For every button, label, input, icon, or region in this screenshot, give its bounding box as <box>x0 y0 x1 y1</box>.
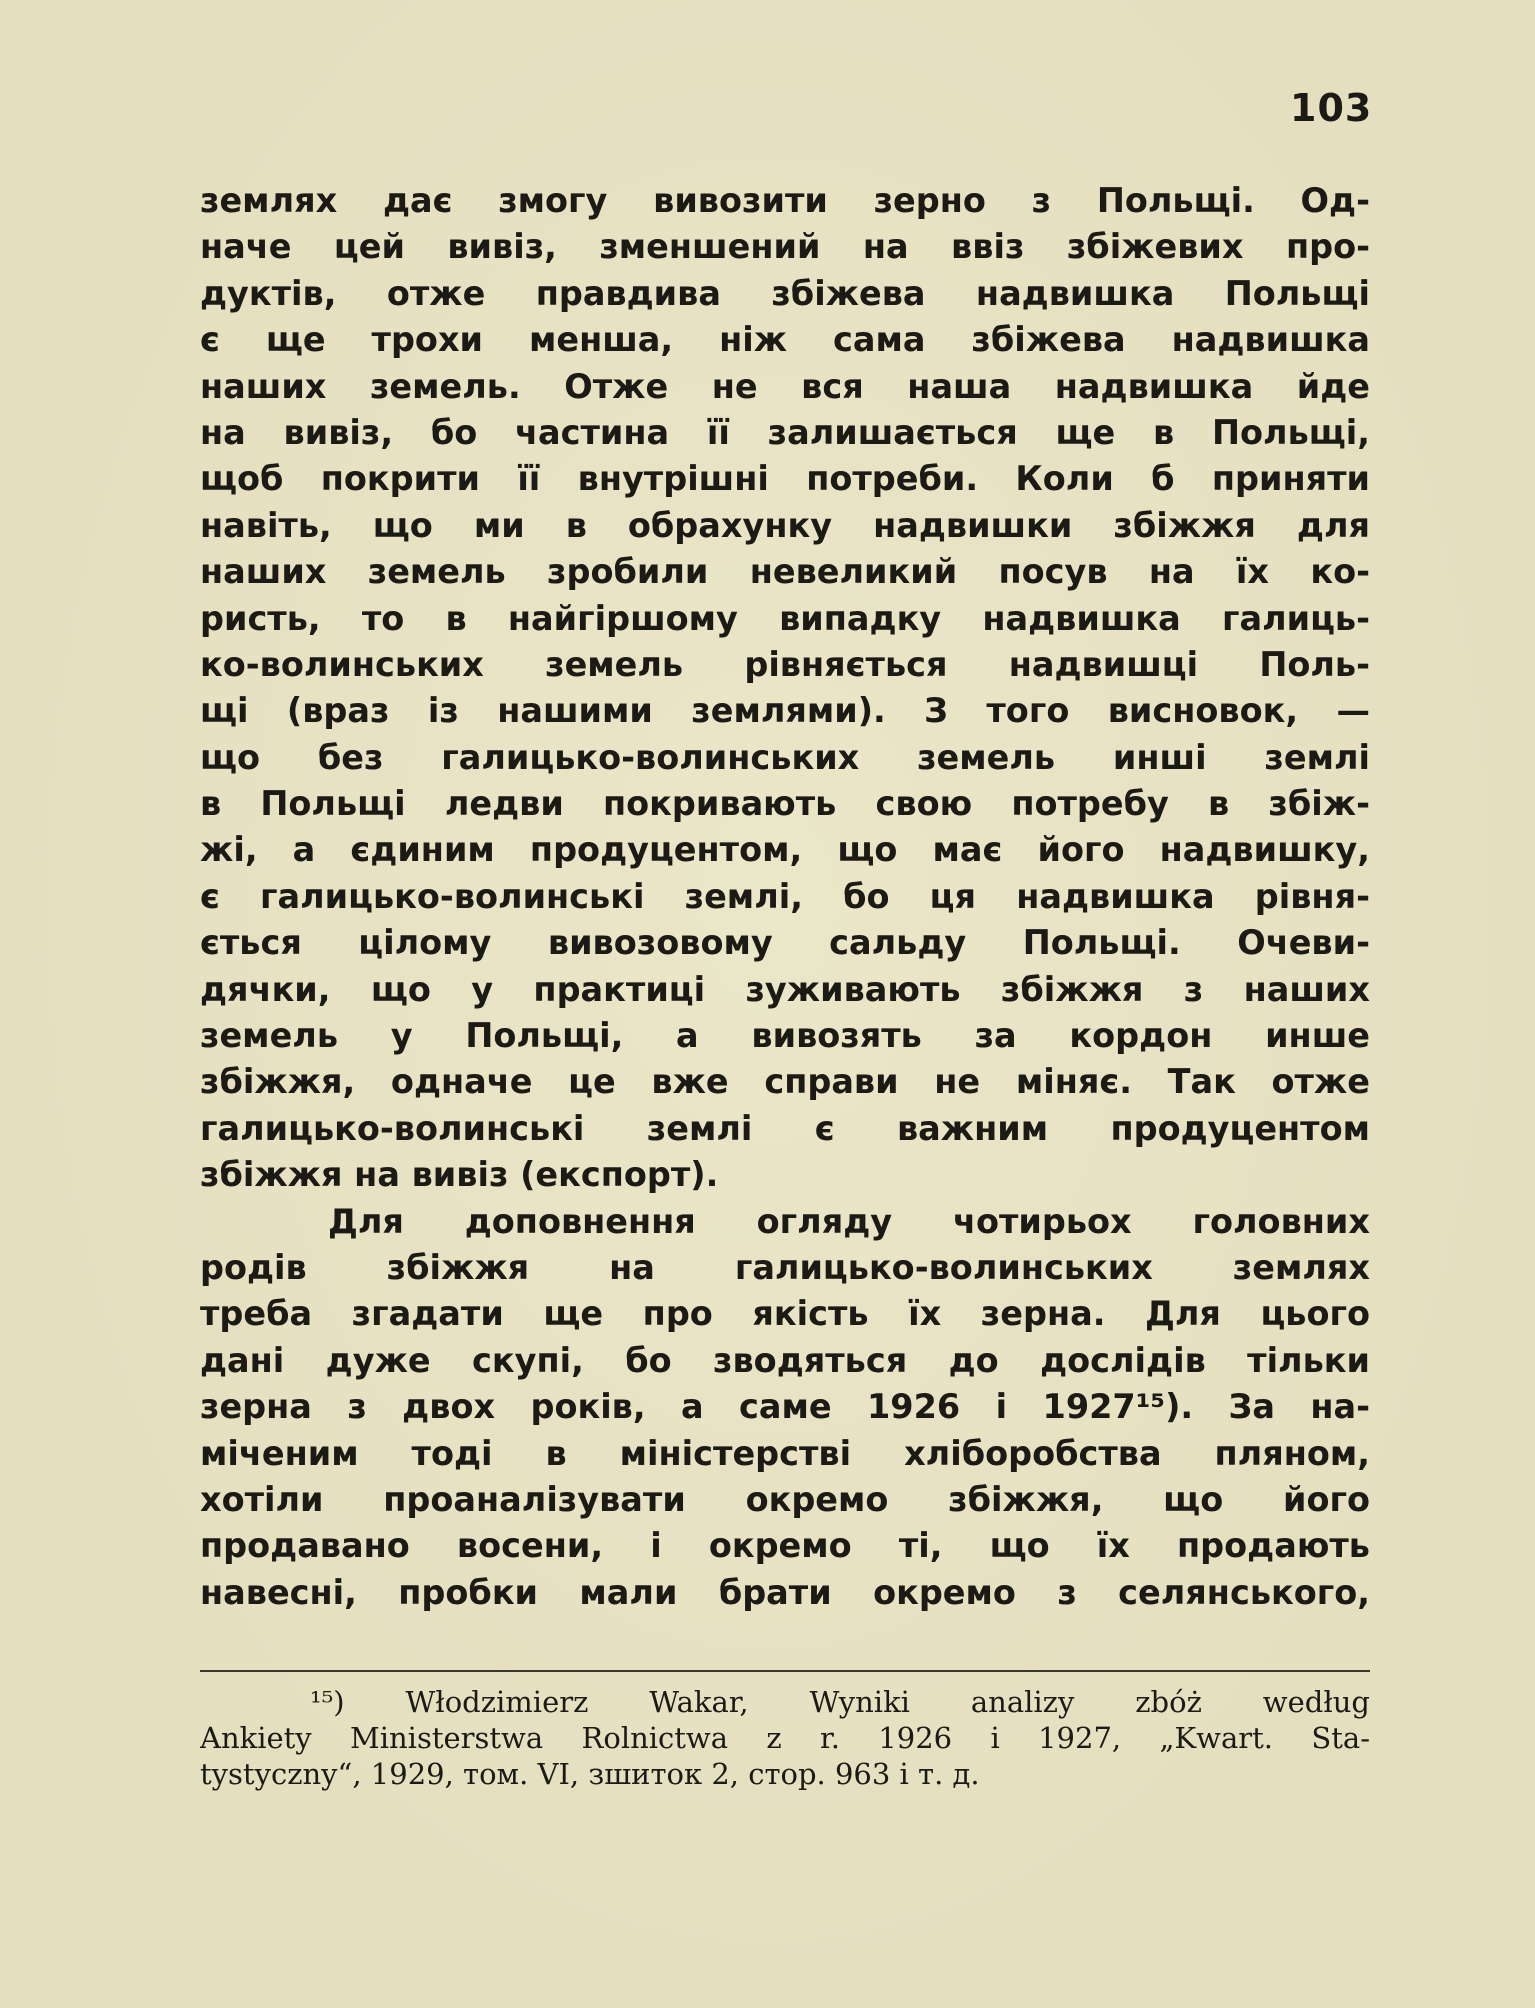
text-line: галицько-волинські землі є важним продуцентом <box>200 1108 1370 1148</box>
text-line: щоб покрити її внутрішні потреби. Коли б приняти <box>200 459 1370 499</box>
text-line: що без галицько-волинських земель инші землі <box>200 737 1370 777</box>
text-line: ристь, то в найгіршому випадку надвишка галиць- <box>200 598 1370 638</box>
text-line: збіжжя, одначе це вже справи не міняє. Так отже <box>200 1062 1370 1102</box>
paragraph-start-line: Для доповнення огляду чотирьох головних <box>328 1201 1370 1241</box>
text-line: хотіли проаналізувати окремо збіжжя, що його <box>200 1479 1370 1519</box>
footnote-line: tystyczny“, 1929, том. VI, зшиток 2, стор. 963 і т. д. <box>200 1757 980 1791</box>
text-line: наче цей вивіз, зменшений на ввіз збіжевих про- <box>200 227 1370 267</box>
text-line: є ще трохи менша, ніж сама збіжева надвишка <box>200 320 1370 360</box>
text-line: є галицько-волинські землі, бо ця надвишка рівня- <box>200 876 1370 916</box>
text-line: щі (враз із нашими землями). З того висновок, — <box>200 691 1370 731</box>
paragraph-end-line: збіжжя на вивіз (експорт). <box>200 1155 719 1195</box>
text-line: навіть, що ми в обрахунку надвишки збіжжя для <box>200 505 1370 545</box>
text-line: в Польщі ледви покривають свою потребу в збіж- <box>200 784 1370 824</box>
text-line: міченим тоді в міністерстві хліборобства пляном, <box>200 1433 1370 1473</box>
text-line: землях дає змогу вивозити зерно з Польщі. Од- <box>200 181 1370 220</box>
text-line: зерна з двох років, а саме 1926 і 1927¹⁵). За на- <box>200 1387 1370 1427</box>
page-number: 103 <box>1290 86 1373 130</box>
footnote-line: ¹⁵) Włodzimierz Wakar, Wyniki analizy zbóż według <box>310 1685 1370 1719</box>
footnote-divider <box>200 1670 1370 1672</box>
footnote-line: Ankiety Ministerstwa Rolnictwa z r. 1926 i 1927, „Kwart. Sta- <box>200 1721 1370 1755</box>
footnote <box>200 1684 1370 1792</box>
text-line: ко-волинських земель рівняється надвишці Поль- <box>200 644 1370 684</box>
text-line: дуктів, отже правдива збіжева надвишка Польщі <box>200 273 1370 313</box>
body-text <box>200 178 1370 1616</box>
text-line: навесні, пробки мали брати окремо з селянського, <box>200 1572 1370 1612</box>
text-line: треба згадати ще про якість їх зерна. Для цього <box>200 1294 1370 1334</box>
text-line: продавано восени, і окремо ті, що їх продають <box>200 1526 1370 1566</box>
text-line: наших земель зробили невеликий посув на їх ко- <box>200 552 1370 592</box>
text-line: ється цілому вивозовому сальду Польщі. Очеви- <box>200 923 1370 963</box>
text-line: родів збіжжя на галицько-волинських землях <box>200 1247 1370 1287</box>
text-line: на вивіз, бо частина її залишається ще в Польщі, <box>200 412 1370 452</box>
text-line: дані дуже скупі, бо зводяться до дослідів тільки <box>200 1340 1370 1380</box>
text-line: дячки, що у практиці зуживають збіжжя з наших <box>200 969 1370 1009</box>
text-line: наших земель. Отже не вся наша надвишка йде <box>200 366 1370 406</box>
text-line: жі, а єдиним продуцентом, що має його надвишку, <box>200 830 1370 870</box>
text-line: земель у Польщі, а вивозять за кордон инше <box>200 1016 1370 1056</box>
